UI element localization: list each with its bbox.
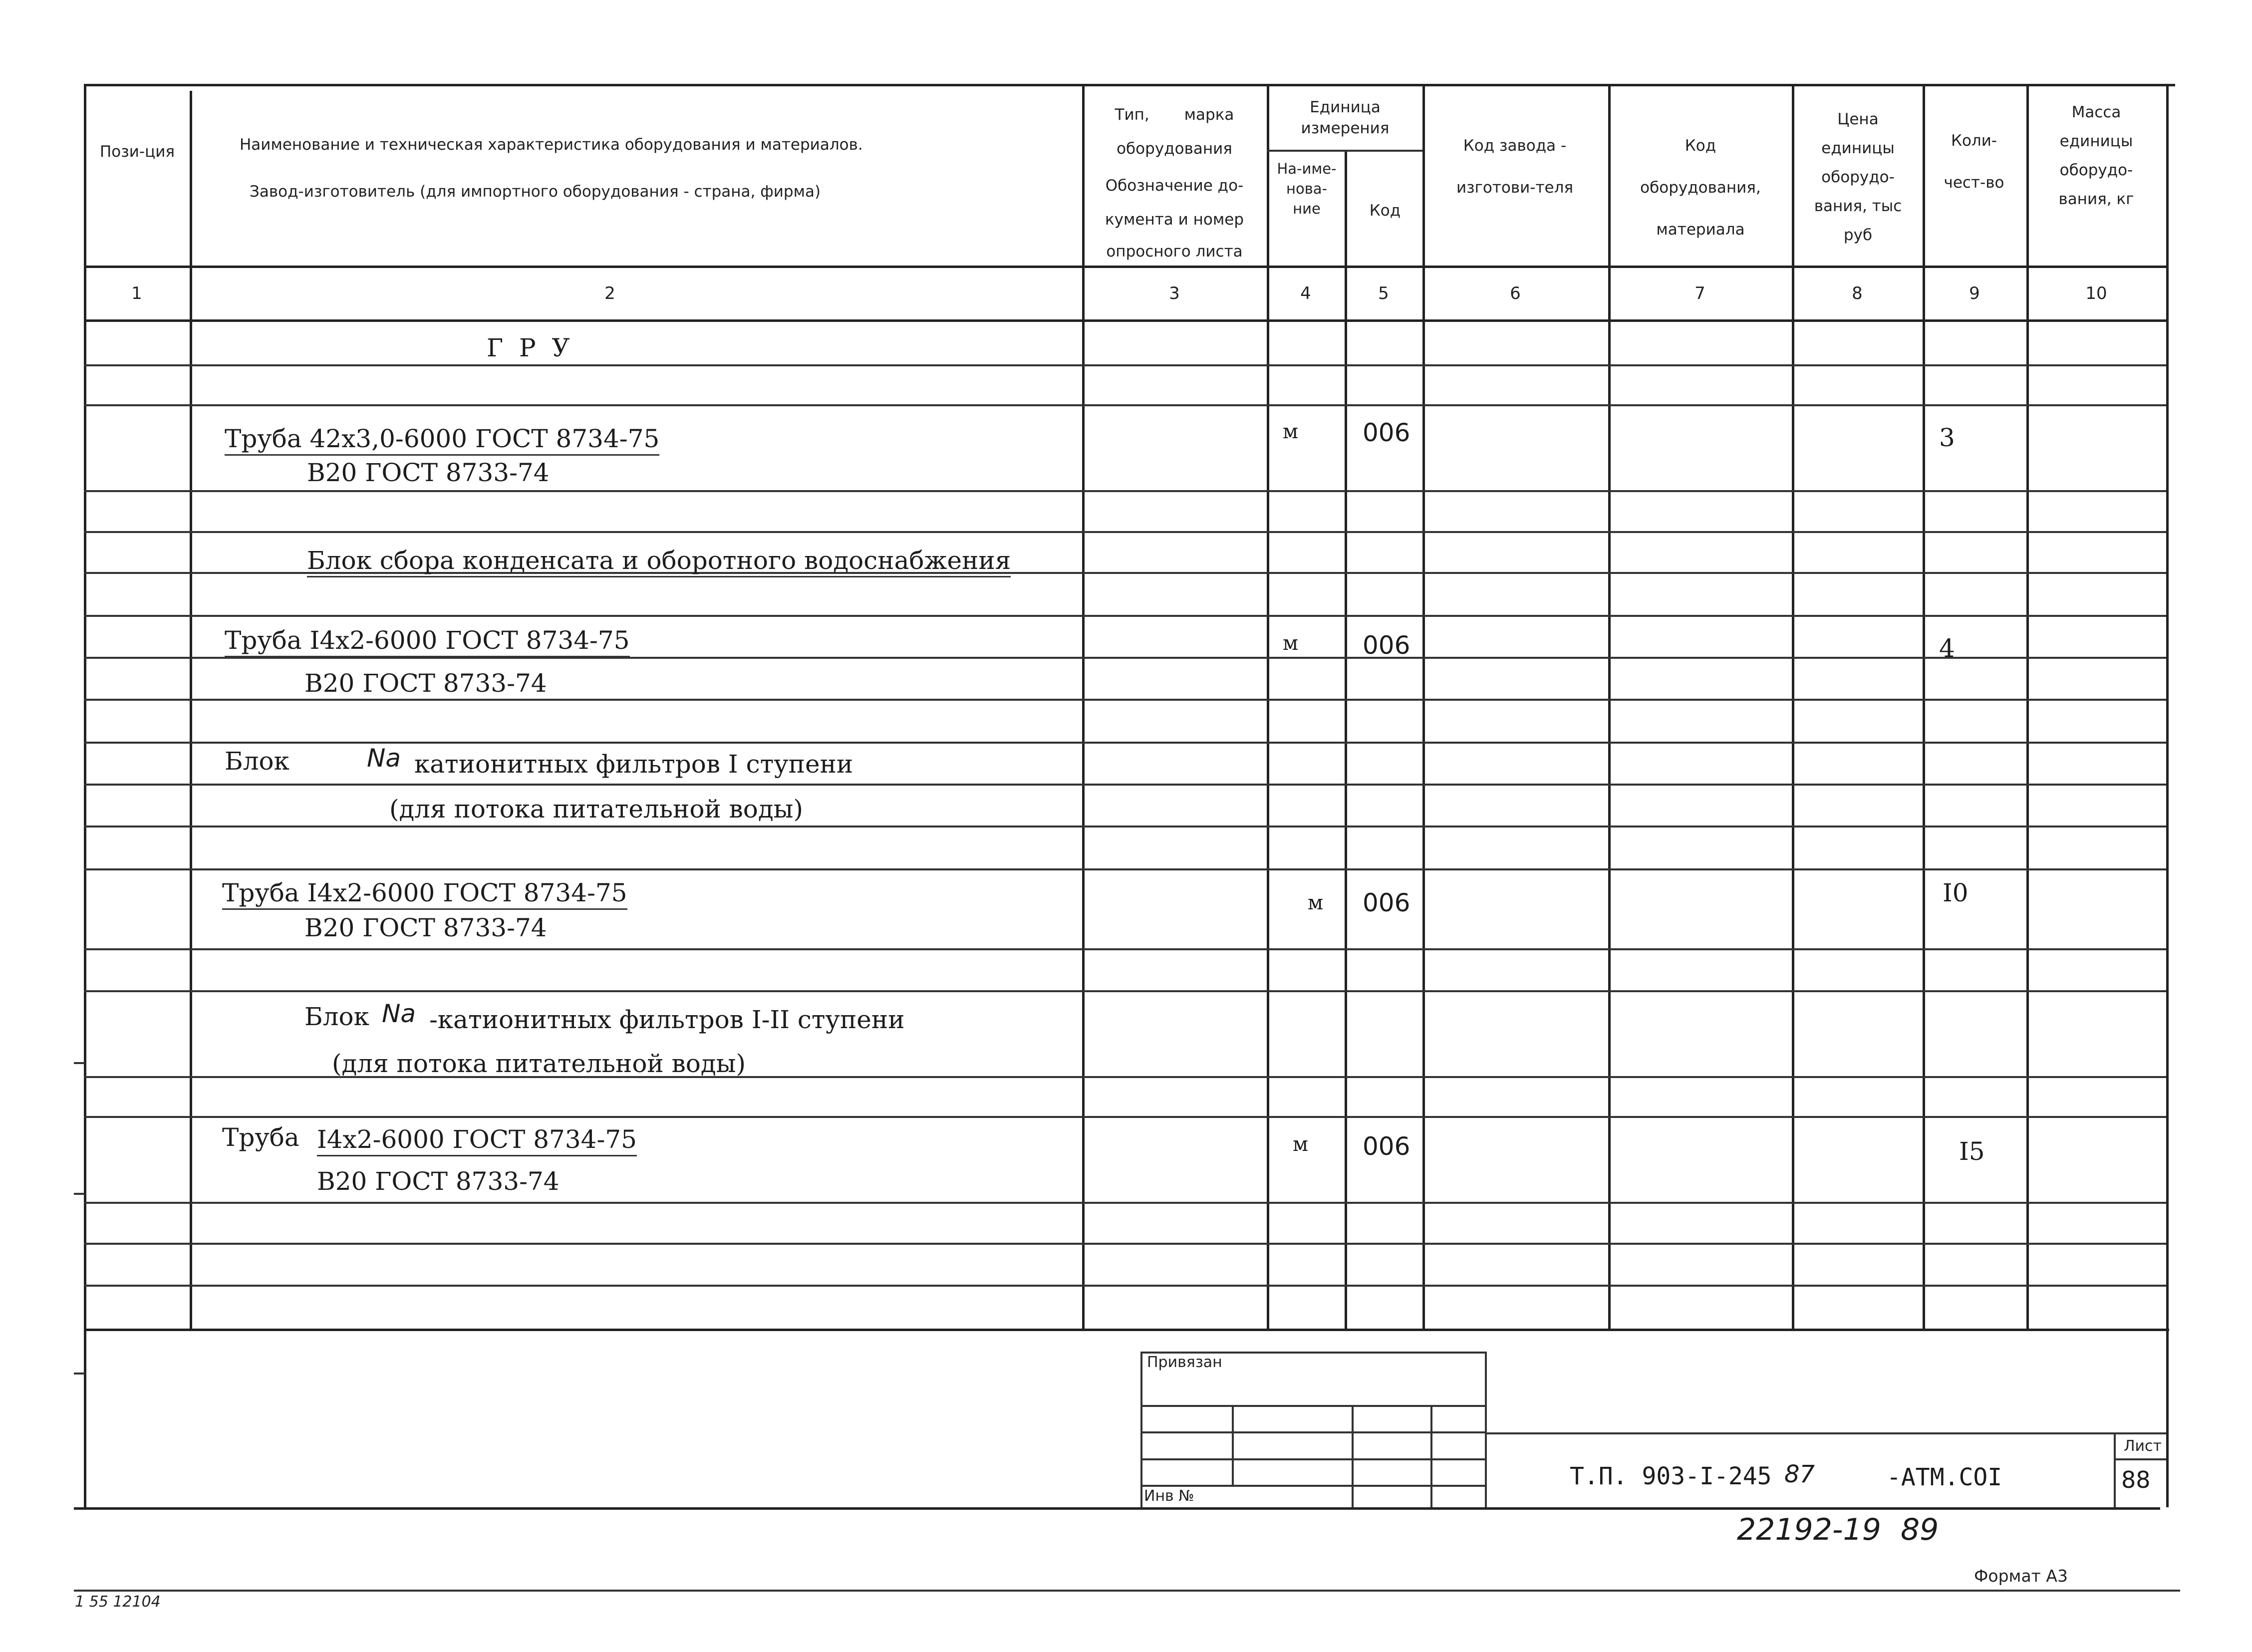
pipe-4-prefix: Труба (222, 1123, 299, 1152)
pipe-4-qty: I5 (1959, 1137, 1985, 1166)
pipe-2-name: Труба I4х2-6000 ГОСТ 8734-75 (225, 626, 630, 657)
stamp-designation: Т.П. 903-I-245 (1570, 1462, 1772, 1490)
header-equipment-code: Код оборудования, материала (1640, 137, 1761, 239)
header-type-line4: кумента и номер (1105, 211, 1244, 229)
colnum-1: 1 (131, 283, 142, 303)
pipe-2-code: 006 (1363, 631, 1410, 660)
header-type-line5: опросного листа (1106, 243, 1243, 261)
section-na1-prefix: Блок (225, 747, 289, 776)
colnum-4: 4 (1300, 283, 1311, 303)
header-name-line2: Завод-изготовитель (для импортного оборудования - страна, фирма) (250, 183, 821, 201)
pipe-2-unit: м (1283, 632, 1299, 655)
section-na2-prefix: Блок (304, 1002, 369, 1031)
header-unit-code: Код (1369, 202, 1401, 220)
pipe-4-unit: м (1293, 1133, 1309, 1156)
header-unit-group: Единица измерения (1301, 98, 1390, 137)
stamp-sheet-label: Лист (2124, 1437, 2162, 1455)
colnum-5: 5 (1378, 283, 1389, 303)
colnum-3: 3 (1169, 283, 1180, 303)
pipe-1-code: 006 (1363, 418, 1410, 447)
pipe-2-qty: 4 (1939, 634, 1955, 663)
section-na1-sub: (для потока питательной воды) (389, 795, 803, 824)
pipe-4-code: 006 (1363, 1132, 1410, 1161)
pipe-4-name: I4х2-6000 ГОСТ 8734-75 (317, 1125, 637, 1156)
header-type-line3: Обозначение до- (1105, 177, 1244, 195)
pipe-1-name: Труба 42х3,0-6000 ГОСТ 8734-75 (225, 424, 659, 456)
stamp-designation-suffix: -АТМ.СОI (1887, 1463, 2002, 1491)
section-title-gru: Г Р У (487, 333, 574, 362)
pipe-2-material: В20 ГОСТ 8733-74 (304, 669, 547, 698)
archive-sheet: 89 (1901, 1512, 1939, 1547)
format-label: Формат А3 (1974, 1566, 2068, 1586)
archive-number: 22192-19 (1737, 1512, 1881, 1547)
colnum-6: 6 (1510, 283, 1521, 303)
colnum-8: 8 (1852, 283, 1863, 303)
footer-code: 1 55 12104 (75, 1593, 161, 1611)
section-na2-rest: -катионитных фильтров I-II ступени (429, 1005, 905, 1034)
header-name-line1: Наименование и техническая характеристика оборудования и материалов. (240, 136, 863, 154)
pipe-1-qty: 3 (1939, 423, 1955, 452)
stamp-inv-no: Инв № (1144, 1487, 1194, 1505)
pipe-3-material: В20 ГОСТ 8733-74 (304, 913, 547, 942)
header-quantity: Коли-чест-во (1944, 132, 2004, 192)
stamp-privyazan: Привязан (1147, 1354, 1222, 1371)
section-na1-na: Na (367, 744, 401, 773)
header-mass: Масса единицы оборудо-вания, кг (2058, 103, 2134, 208)
header-unit-name: На-име-нова-ние (1277, 160, 1337, 217)
header-factory-code: Код завода - изготови-теля (1456, 137, 1574, 197)
header-type-line2: оборудования (1117, 140, 1232, 158)
section-na2-na: Na (382, 999, 416, 1028)
colnum-10: 10 (2085, 283, 2107, 303)
stamp-designation-handwritten: 87 (1784, 1460, 1815, 1488)
pipe-3-name: Труба I4х2-6000 ГОСТ 8734-75 (222, 878, 627, 910)
colnum-7: 7 (1694, 283, 1705, 303)
stamp-sheet-number: 88 (2121, 1466, 2151, 1493)
pipe-1-unit: м (1283, 420, 1299, 443)
section-na2-sub: (для потока питательной воды) (332, 1049, 746, 1078)
pipe-3-qty: I0 (1943, 878, 1969, 907)
header-type-line1: Тип, марка (1115, 106, 1234, 124)
pipe-3-unit: м (1308, 891, 1324, 914)
header-unit-price: Цена единицы оборудо-вания, тыс руб (1814, 110, 1902, 244)
pipe-1-material: В20 ГОСТ 8733-74 (307, 458, 550, 487)
pipe-3-code: 006 (1363, 888, 1410, 917)
colnum-2: 2 (604, 283, 615, 303)
colnum-9: 9 (1969, 283, 1980, 303)
pipe-4-material: В20 ГОСТ 8733-74 (317, 1167, 560, 1196)
header-position: Пози-ция (100, 143, 175, 161)
section-na1-rest: катионитных фильтров I ступени (414, 750, 853, 779)
section-title-condensate: Блок сбора конденсата и оборотного водоснабжения (307, 546, 1011, 577)
